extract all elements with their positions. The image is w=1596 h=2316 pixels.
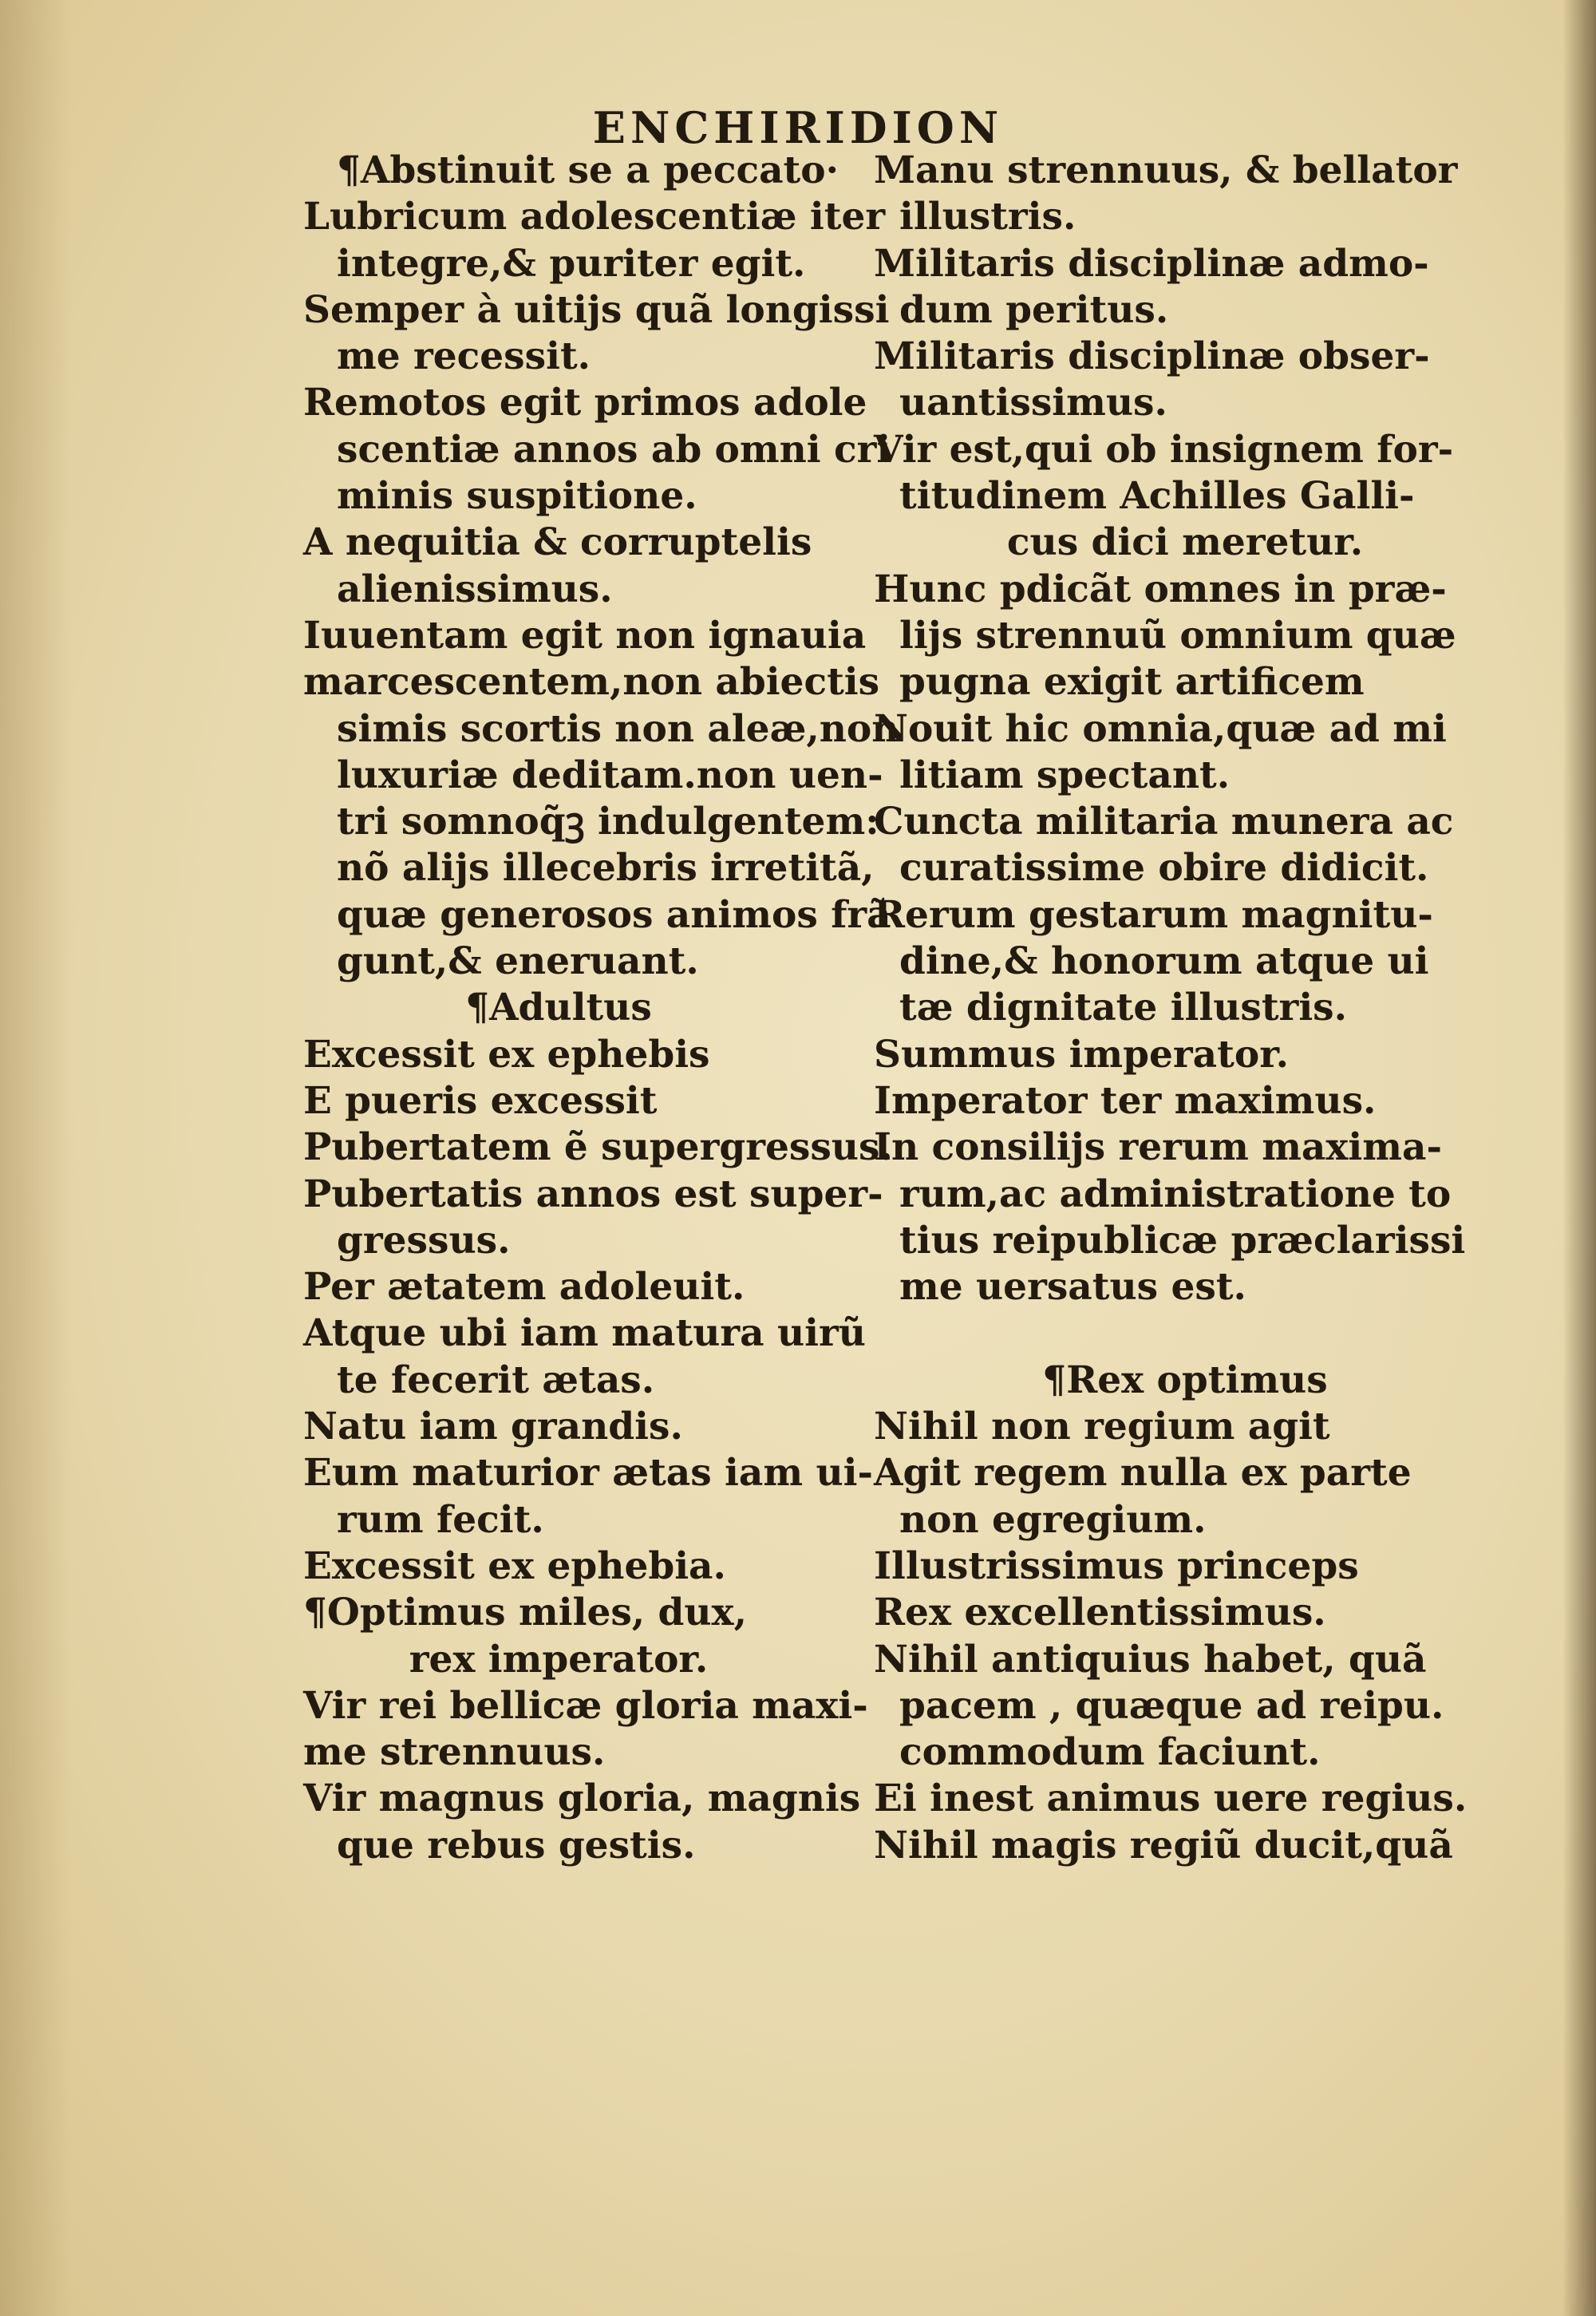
left-column-line: gressus. [337,1218,511,1263]
left-column-line: Pubertatem ẽ supergressus. [303,1125,893,1170]
right-column-line: Nihil magis regiũ ducit,quã [874,1823,1453,1867]
left-column-line: que rebus gestis. [337,1823,696,1867]
right-column-line: Summus imperator. [874,1032,1290,1077]
right-column-line: Vir est,qui ob insignem for- [874,427,1454,472]
running-header: ENCHIRIDION [592,102,1004,153]
right-column-line: Nihil non regium agit [874,1405,1330,1449]
left-column-line: Atque ubi iam matura uirũ [303,1311,866,1356]
left-column-line: Lubricum adolescentiæ iter [303,195,886,239]
right-column-line: commodum faciunt. [899,1730,1321,1775]
left-column-line: ¶Adultus [465,986,652,1030]
right-column-line: tæ dignitate illustris. [899,986,1347,1030]
left-column-line: te fecerit ætas. [337,1358,655,1402]
left-column-line: Per ætatem adoleuit. [303,1265,745,1310]
right-column-line: Rerum gestarum magnitu- [874,892,1433,937]
left-column [303,148,899,1869]
right-column-line: Illustrissimus princeps [874,1543,1359,1588]
left-column-line: marcescentem,non abiectis [303,660,880,705]
right-column-line: titudinem Achilles Galli- [899,474,1415,519]
right-column-line: curatissime obire didicit. [899,846,1429,891]
right-column-line: Ei inest animus uere regius. [874,1777,1468,1821]
right-column [874,148,1560,1869]
right-column-line: me uersatus est. [899,1265,1246,1310]
left-column-line: Vir rei bellicæ gloria maxi- [303,1683,868,1728]
right-column-line [874,1310,1560,1357]
right-column-line: Hunc pdicãt omnes in præ- [874,567,1447,611]
left-column-line: integre,& puriter egit. [337,241,806,286]
left-column-line: Pubertatis annos est super- [303,1172,883,1216]
right-column-line: Imperator ter maximus. [874,1078,1377,1123]
right-column-line: Manu strennuus, & bellator [874,148,1458,192]
left-column-line: simis scortis non aleæ,non [337,706,899,751]
right-column-line: tius reipublicæ præclarissi [899,1218,1466,1263]
left-column-line: quæ generosos animos frã [337,892,891,937]
left-column-line: nõ alijs illecebris irretitã, [337,846,875,891]
left-column-line: E pueris excessit [303,1078,658,1123]
right-column-line: dum peritus. [899,287,1169,332]
left-column-line: Semper à uitijs quã longissi [303,287,890,332]
left-column-line: ¶Abstinuit se a peccato· [337,148,839,192]
right-column-line: Nouit hic omnia,quæ ad mi [874,706,1447,751]
right-column-line: cus dici meretur. [1006,520,1364,565]
left-column-line: alienissimus. [337,567,613,611]
left-column-line: me recessit. [337,334,591,379]
right-column-line: rum,ac administratione to [899,1172,1452,1216]
right-column-line: pacem , quæque ad reipu. [899,1683,1444,1728]
right-column-line: ¶Rex optimus [1042,1358,1328,1402]
right-column-line: illustris. [899,195,1077,239]
left-column-line: Eum maturior ætas iam ui- [303,1451,873,1496]
right-column-line: pugna exigit artificem [899,660,1365,705]
left-column-line: Remotos egit primos adole [303,381,867,425]
left-column-line: Iuuentam egit non ignauia [303,613,867,658]
left-column-line: tri somnoq̃ꝫ indulgentem: [337,800,879,844]
right-column-line: Rex excellentissimus. [874,1591,1326,1635]
right-column-line: uantissimus. [899,381,1167,425]
right-column-line: Cuncta militaria munera ac [874,800,1454,844]
right-column-line: Agit regem nulla ex parte [874,1451,1412,1496]
left-column-line: Excessit ex ephebis [303,1032,710,1077]
left-column-line: ¶Optimus miles, dux, [303,1591,747,1635]
left-column-line: minis suspitione. [337,474,697,519]
right-column-line: In consilijs rerum maxima- [874,1125,1442,1170]
right-column-line: Militaris disciplinæ obser- [874,334,1430,379]
left-column-line: Excessit ex ephebia. [303,1543,726,1588]
right-column-line: dine,& honorum atque ui [899,939,1429,984]
left-column-line: Vir magnus gloria, magnis [303,1777,861,1821]
right-column-line: Militaris disciplinæ admo- [874,241,1429,286]
left-column-line: rum fecit. [337,1497,544,1542]
right-column-line: lijs strennuũ omnium quæ [899,613,1456,658]
left-column-line: rex imperator. [409,1637,709,1682]
left-column-line: A nequitia & corruptelis [303,520,812,565]
left-column-line: me strennuus. [303,1730,606,1775]
right-column-line: Nihil antiquius habet, quã [874,1637,1427,1682]
left-column-line: Natu iam grandis. [303,1405,683,1449]
left-column-line: luxuriæ deditam.non uen- [337,753,883,797]
left-column-line: gunt,& eneruant. [337,939,699,984]
right-column-line: litiam spectant. [899,753,1231,797]
right-column-line: non egregium. [899,1497,1207,1542]
left-column-line: scentiæ annos ab omni cri [337,427,891,472]
